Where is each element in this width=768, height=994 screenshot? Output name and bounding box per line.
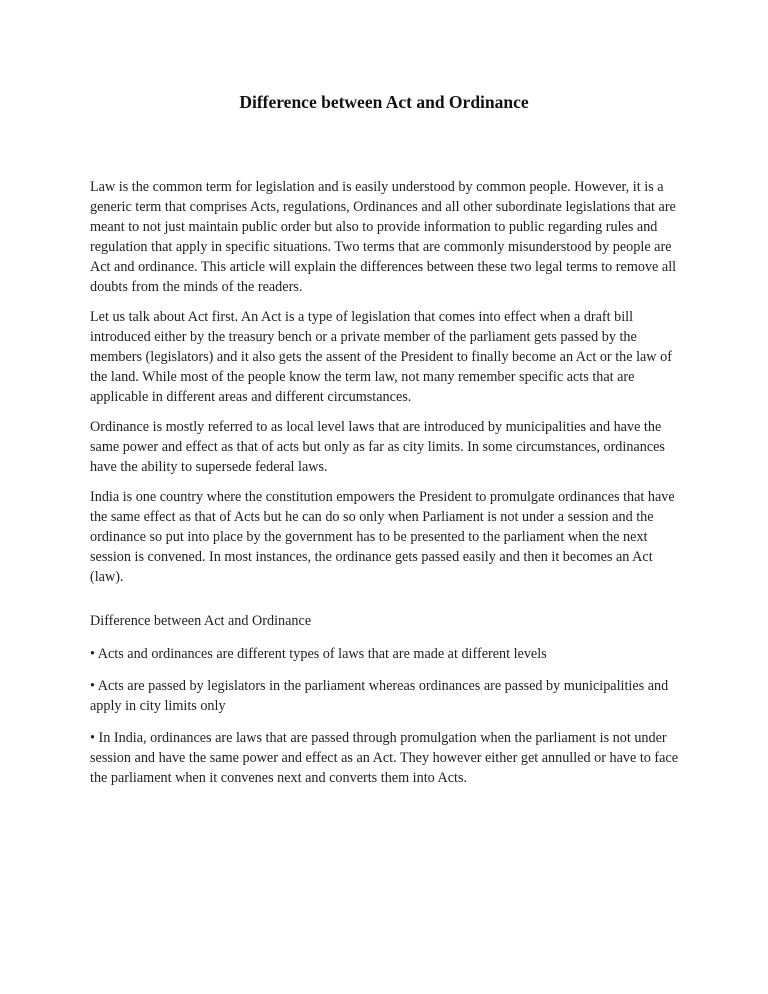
bullet-item: • In India, ordinances are laws that are passed through promulgation when the parliament is not under session and have the same power and effect as an Act. They however either get annulled or have to face the parliament when it convenes next and converts them into Acts.	[90, 730, 679, 786]
document-body	[90, 177, 682, 800]
bullet-item: • Acts are passed by legislators in the parliament whereas ordinances are passed by municipalities and apply in city limits only	[90, 678, 669, 714]
paragraph-india: India is one country where the constitution empowers the President to promulgate ordinances that have the same effect as that of Acts but he can do so only when Parliament is not under a session and the ordinance so put into place by the government has to be presented to the parliament when the next session is convened. In most instances, the ordinance gets passed easily and then it becomes an Act (law).	[90, 489, 675, 585]
document-title: Difference between Act and Ordinance	[239, 92, 529, 112]
paragraph-act: Let us talk about Act first. An Act is a type of legislation that comes into effect when a draft bill introduced either by the treasury bench or a private member of the parliament gets passed by the members (legislators) and it also gets the assent of the President to finally become an Act or the law of the land. While most of the people know the term law, not many remember specific acts that are applicable in different areas and different circumstances.	[90, 309, 672, 405]
paragraph-ordinance: Ordinance is mostly referred to as local level laws that are introduced by municipalities and have the same power and effect as that of acts but only as far as city limits. In some circumstances, ordinances have the ability to supersede federal laws.	[90, 419, 665, 475]
section-subheading: Difference between Act and Ordinance	[90, 613, 312, 629]
bullet-item: • Acts and ordinances are different types of laws that are made at different levels	[90, 646, 547, 662]
paragraph-intro: Law is the common term for legislation and is easily understood by common people. However, it is a generic term that comprises Acts, regulations, Ordinances and all other subordinate legislations that are meant to not just maintain public order but also to provide information to public regarding rules and regulation that apply in specific situations. Two terms that are commonly misunderstood by people are Act and ordinance. This article will explain the differences between these two legal terms to remove all doubts from the minds of the readers.	[90, 179, 677, 295]
